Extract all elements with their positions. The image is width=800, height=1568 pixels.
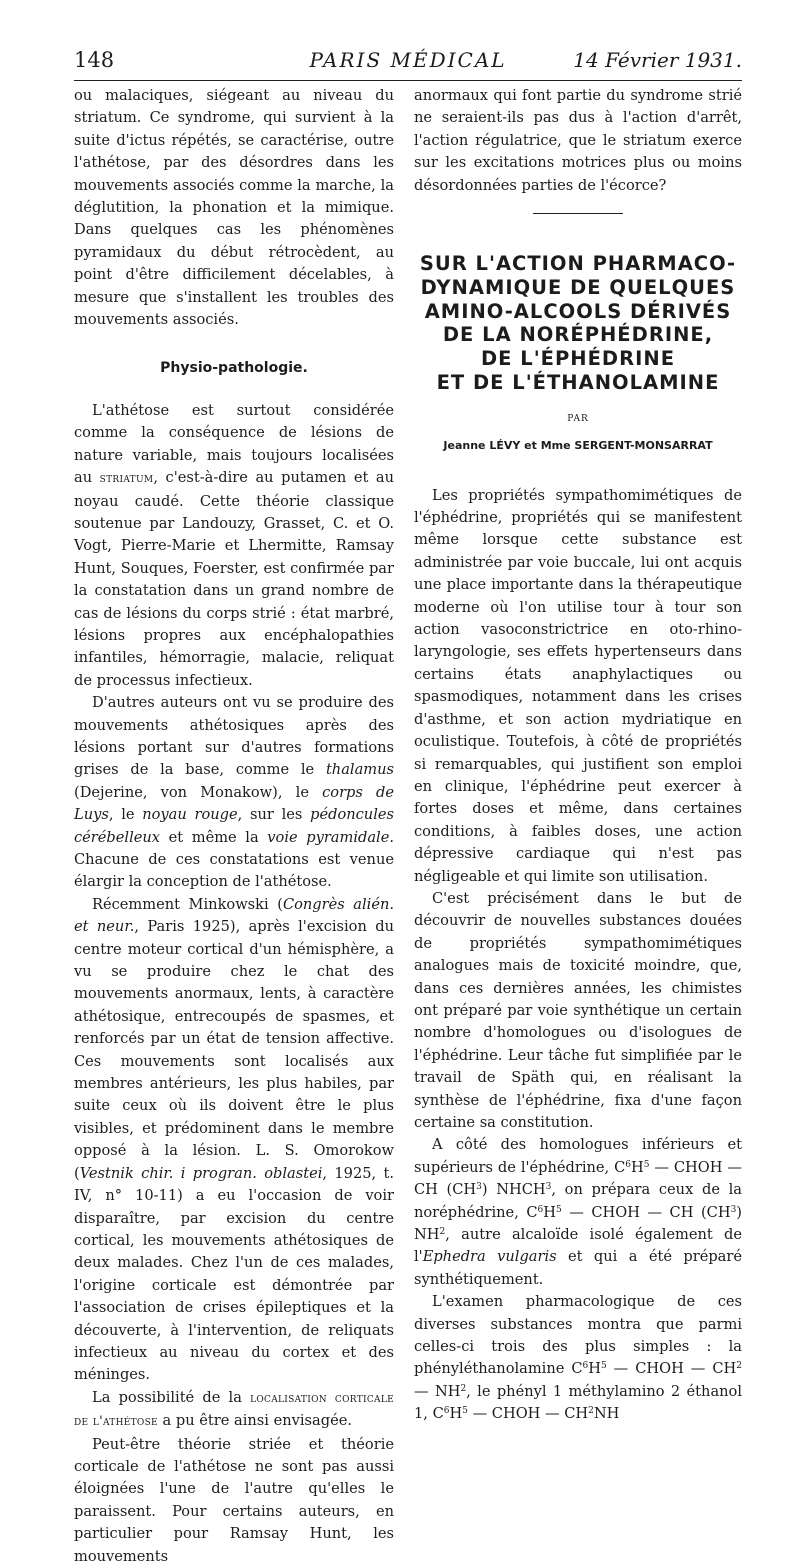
paragraph: ou malaciques, siégeant au niveau du striatum. Ce syndrome, qui survient à la suite d'ictus répétés, se caractérise, outre l'athétose, par des désordres dans les mouvements associés comme la marche, la déglutition, la phonation et la mimique. Dans quelques cas les phénomènes pyramidaux du début rétrocèdent, au point d'être difficilement décelables, à mesure que s'installent les troubles des mouvements associés. bbox=[74, 87, 394, 329]
paragraph: anormaux qui font partie du syndrome strié ne seraient-ils pas dus à l'action d'arrêt, l'action régulatrice, que le striatum exerce sur les excitations motrices plus ou moins désordonnées parties de l'écorce? bbox=[414, 87, 742, 194]
header-rule bbox=[74, 80, 742, 81]
article-title-line: SUR L'ACTION PHARMACO- bbox=[419, 252, 737, 276]
article-title-line: DYNAMIQUE DE QUELQUES bbox=[420, 275, 736, 299]
paragraph: L'examen pharmacologique de ces diverses substances montra que parmi celles-ci trois des plus simples : la phényléthanolamine $C^6H^5$ — CHOH — $CH^2$ — $NH^2$, le phényl 1 méthylamino 2 éthanol 1, $C^6H^5$ — CHOH — $CH^2NH$ bbox=[414, 1293, 743, 1423]
authors: Jeanne LÉVY et Mme SERGENT-MONSARRAT bbox=[443, 439, 713, 453]
section-heading: Physio-pathologie. bbox=[160, 360, 308, 377]
paragraph: Les propriétés sympathomimétiques de l'éphédrine, propriétés qui se manifestent même lorsque cette substance est administrée par voie buccale, lui ont acquis une place importante dans la thérapeutique moderne où l'on utilise tour à tour son action vasoconstrictrice en oto-rhino-laryngologie, ses effets hypertenseurs dans certains états anaphylactiques ou spasmodiques, notamment dans les crises d'asthme, et son action mydriatique en oculistique. Toutefois, à côté de propriétés si remarquables, qui justifient son emploi en clinique, l'éphédrine peut exercer à fortes doses et même, dans certaines conditions, à faibles doses, une action dépressive cardiaque qui n'est pas négligeable et qui limite son utilisation. bbox=[414, 486, 742, 885]
article-title-line: ET DE L'ÉTHANOLAMINE bbox=[436, 371, 720, 395]
article-title-line: DE LA NORÉPHÉDRINE, bbox=[442, 323, 714, 347]
page-header bbox=[74, 48, 742, 80]
article-title-line: DE L'ÉPHÉDRINE bbox=[480, 347, 676, 371]
byline-par: PAR bbox=[567, 413, 589, 424]
article-title bbox=[414, 252, 742, 395]
paragraph: A côté des homologues inférieurs et supérieurs de l'éphédrine, $C^6H^5$ — CHOH — CH $(CH^3)$ NHCH$^3$, on prépara ceux de la noréphédrine, $C^6H^5$ — CHOH — CH $(CH^3)$ $NH^2$, autre alcaloïde isolé également de l'Ephedra vulgaris et qui a été préparé synthétiquement. bbox=[414, 1136, 742, 1288]
issue-date: 14 Février 1931. bbox=[573, 48, 742, 72]
paragraph: La possibilité de la localisation corticale de l'athétose a pu être ainsi envisagée. bbox=[74, 1388, 394, 1430]
paragraph: L'athétose est surtout considérée comme la conséquence de lésions de nature variable, mais toujours localisées au striatum, c'est-à-dire au putamen et au noyau caudé. Cette théorie classique soutenue par Landouzy, Grasset, C. et O. Vogt, Pierre-Marie et Lhermitte, Ramsay Hunt, Souques, Foerster, est confirmée par la constatation dans un grand nombre de cas de lésions du corps strié : état marbré, lésions propres aux encéphalopathies infantiles, hémorragie, malacie, reliquat de processus infectieux. bbox=[74, 401, 394, 689]
journal-title: PARIS MÉDICAL bbox=[309, 48, 507, 72]
right-column bbox=[414, 85, 742, 1426]
page-number: 148 bbox=[74, 48, 115, 72]
paragraph: C'est précisément dans le but de découvrir de nouvelles substances douées de propriétés sympathomimétiques analogues mais de toxicité moindre, que, dans ces dernières années, les chimistes ont préparé par voie synthétique un certain nombre d'homologues ou d'isologues de l'éphédrine. Leur tâche fut simplifiée par le travail de Späth qui, en réalisant la synthèse de l'éphédrine, fixa d'une façon certaine sa constitution. bbox=[414, 889, 742, 1131]
article-title-line: AMINO-ALCOOLS DÉRIVÉS bbox=[424, 299, 732, 323]
paragraph: D'autres auteurs ont vu se produire des mouvements athétosiques après des lésions portant sur d'autres formations grises de la base, comme le thalamus (Dejerine, von Monakow), le corps de Luys, le noyau rouge, sur les pédoncules cérébelleux et même la voie pyramidale. Chacune de ces constatations est venue élargir la conception de l'athétose. bbox=[74, 694, 395, 891]
section-separator bbox=[533, 213, 623, 214]
left-column bbox=[74, 85, 394, 1568]
paragraph: Récemment Minkowski (Congrès alién. et neur., Paris 1925), après l'excision du centre moteur cortical d'un hémisphère, a vu se produire chez le chat des mouvements anormaux, lents, à caractère athétosique, entrecoupés de spasmes, et renforcés par un état de tension affective. Ces mouvements sont localisés aux membres antérieurs, les plus habiles, par suite ceux où ils doivent être le plus visibles, et prédominent dans le membre opposé à la lésion. L. S. Omorokow (Vestnik chir. i progran. oblastei, 1925, t. IV, n° 10-11) a eu l'occasion de voir disparaître, par excision du centre cortical, les mouvements athétosiques de deux malades. Chez l'un de ces malades, l'origine corticale est démontrée par l'association de crises épileptiques et la découverte, à l'intervention, de reliquats infectieux au niveau du cortex et des méninges. bbox=[74, 895, 395, 1384]
paragraph: Peut-être théorie striée et théorie corticale de l'athétose ne sont pas aussi éloignées l'une de l'autre qu'elles le paraissent. Pour certains auteurs, en particulier pour Ramsay Hunt, les mouvements bbox=[74, 1435, 394, 1565]
